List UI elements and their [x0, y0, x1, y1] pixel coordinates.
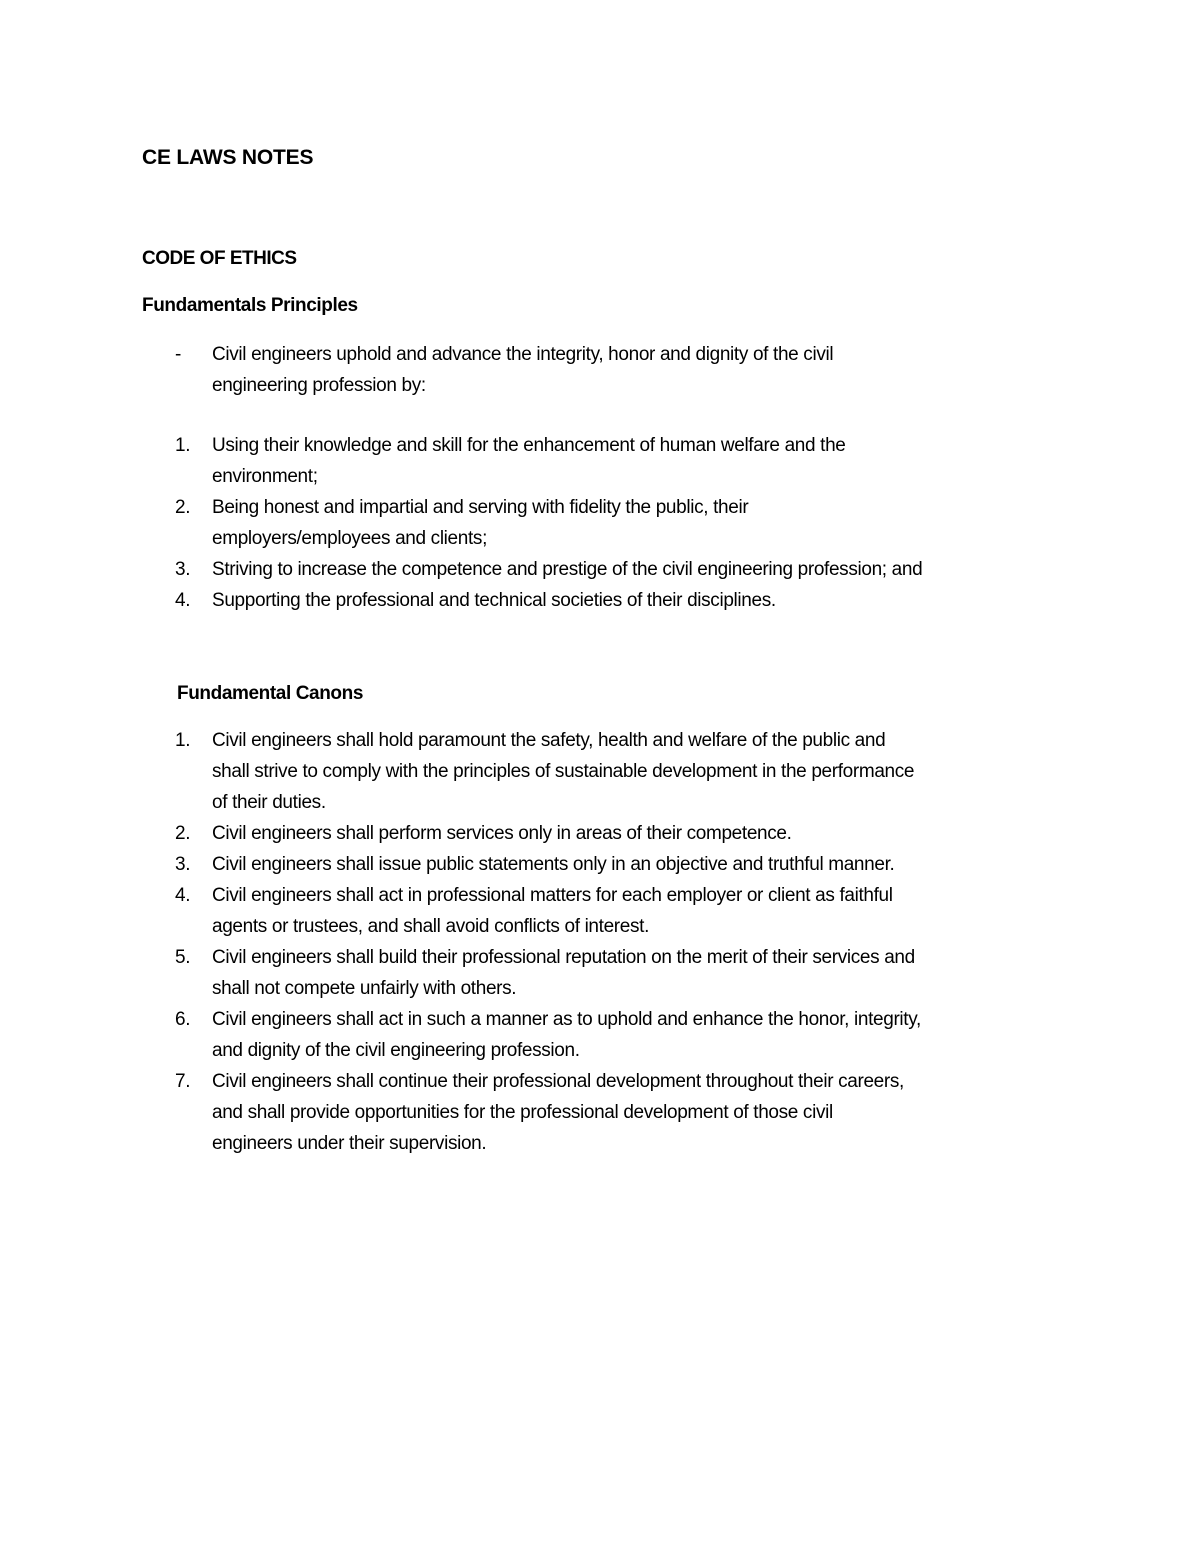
document-title: CE LAWS NOTES [142, 146, 314, 169]
canon-text: Civil engineers shall hold paramount the safety, health and welfare of the public and shall strive to comply with the principles of sustainable development in the performance of their duties. [212, 730, 915, 813]
canon-text: Civil engineers shall act in such a manner as to uphold and enhance the honor, integrity, and dignity of the civil engineering profession. [212, 1009, 921, 1061]
list-number: 4. [175, 590, 191, 611]
list-number: 4. [175, 885, 191, 906]
list-number: 1. [175, 730, 191, 751]
list-number: 3. [175, 854, 191, 875]
principle-text: Supporting the professional and technical societies of their disciplines. [212, 590, 776, 611]
list-number: 5. [175, 947, 191, 968]
canon-text: Civil engineers shall perform services only in areas of their competence. [212, 823, 792, 844]
list-number: 1. [175, 435, 191, 456]
canon-text: Civil engineers shall act in professional matters for each employer or client as faithful agents or trustees, and shall avoid conflicts of interest. [212, 885, 893, 937]
canons-heading: Fundamental Canons [177, 683, 363, 704]
canon-text: Civil engineers shall issue public statements only in an objective and truthful manner. [212, 854, 895, 875]
principle-text: Using their knowledge and skill for the enhancement of human welfare and the environment; [212, 435, 846, 487]
list-number: 2. [175, 497, 191, 518]
list-number: 3. [175, 559, 191, 580]
list-number: 7. [175, 1071, 191, 1092]
canon-text: Civil engineers shall continue their professional development throughout their careers, and shall provide opportunities for the professional development of those civil engineers under their supervision. [212, 1071, 904, 1154]
dash-marker: - [175, 344, 181, 365]
principles-intro-text: Civil engineers uphold and advance the integrity, honor and dignity of the civil engineering profession by: [212, 344, 834, 396]
section-heading-code-of-ethics: CODE OF ETHICS [142, 248, 297, 269]
list-number: 6. [175, 1009, 191, 1030]
principles-heading: Fundamentals Principles [142, 295, 358, 316]
principle-text: Striving to increase the competence and prestige of the civil engineering profession; and [212, 559, 923, 580]
principle-text: Being honest and impartial and serving with fidelity the public, their employers/employees and clients; [212, 497, 749, 549]
list-number: 2. [175, 823, 191, 844]
canon-text: Civil engineers shall build their professional reputation on the merit of their services and shall not compete unfairly with others. [212, 947, 915, 999]
